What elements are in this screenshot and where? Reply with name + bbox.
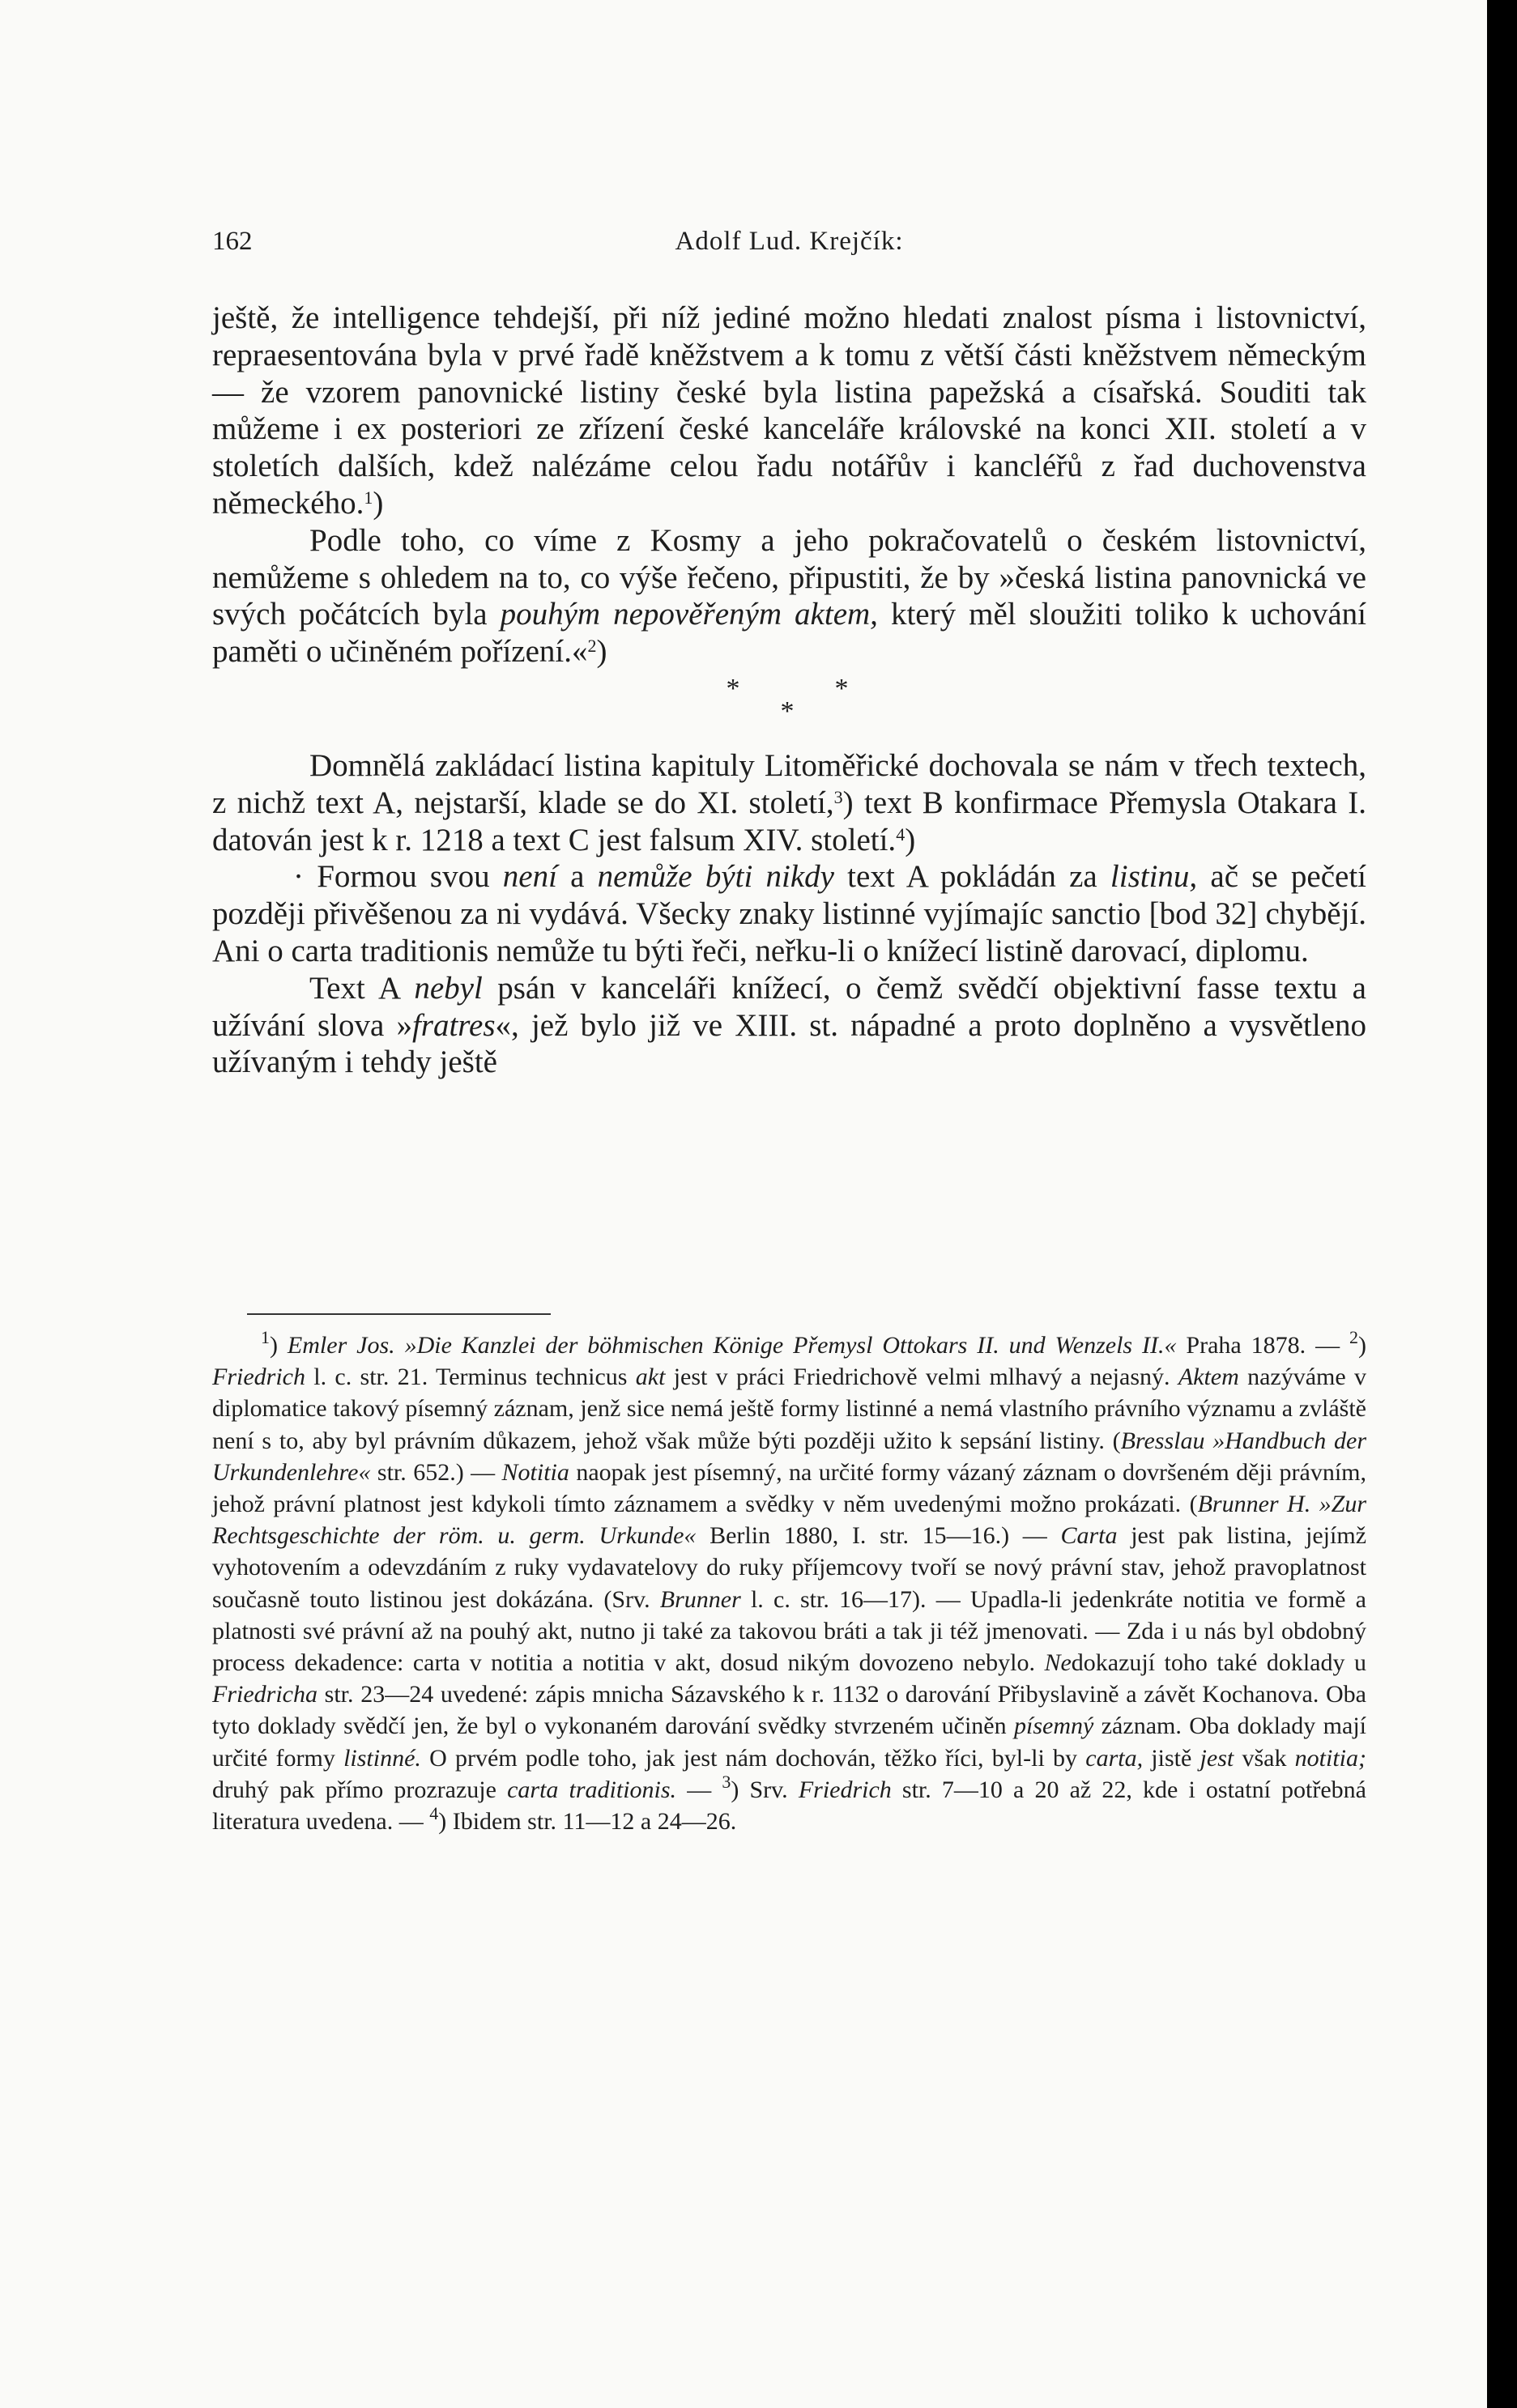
asterisk: * — [726, 673, 740, 704]
emphasis: pouhým nepověřeným aktem, — [500, 597, 878, 632]
footnote-block: $^1$) Emler Jos. »Die Kanzlei der böhmischen Könige Přemysl Ottokars II. und Wenzels II.« Praha 1878. — $^2$) Friedrich l. c. str. 21. Terminus technicus akt jest v práci Friedrichově velmi mlhavý a nejasný. Aktem nazýváme v diplomatice takový písemný záznam, jenž sice nemá ještě formy listinné a nemá vlastního právního významu a zvláště není s to, aby byl právním důkazem, jehož však může býti později užito k sepsání listiny. (Bresslau »Handbuch der Urkundenlehre« str. 652.) — Notitia naopak jest písemný, na určité formy vázaný záznam o dovršeném ději právním, jehož právní platnost jest kdykoli tímto záznamem a svědky v něm uvedenými možno prokázati. (Brunner H. »Zur Rechtsgeschichte der röm. u. germ. Urkunde« Berlin 1880, I. str. 15—16.) — Carta jest pak listina, jejímž vyhotovením a odevzdáním z ruky vydavatelovy do ruky příjemcovy tvoří se nový právní stav, jehož pravoplatnost současně touto listinou jest dokázána. (Srv. Brunner l. c. str. 16—17). — Upadla-li jedenkráte notitia ve formě a platnosti své právní až na pouhý akt, nutno ji také za takovou bráti a tak ji též jmenovati. — Zda i u nás byl obdobný process dekadence: carta v notitia a notitia v akt, dosud nikým dovozeno nebylo. Nedokazují toho také doklady u Friedricha str. 23—24 uvedené: zápis mnicha Sázavského k r. 1132 o darování Přibyslavině a závět Kochanova. Oba tyto doklady svědčí jen, že byl o vykonaném darování svědky stvrzeném učiněn písemný záznam. Oba doklady mají určité formy listinné. O prvém podle toho, jak jest nám dochován, těžko říci, byl-li by carta, jistě jest však notitia; druhý pak přímo prozrazuje carta traditionis. — $^3$) Srv. Friedrich str. 7—10 a 20 až 22, kde i ostatní potřebná literatura uvedena. — $^4$) Ibidem str. 11—12 a 24—26. — [212, 1327, 1367, 1836]
asterisk: * — [780, 696, 795, 726]
page-number: 162 — [212, 227, 253, 256]
paragraph: Domnělá zakládací listina kapituly Litoměřické dochovala se nám v třech textech, z nichž text A, nejstarší, klade se do XI. století,$^3$) text B konfirmace Přemysla Otakara I. datován jest k r. 1218 a text C jest falsum XIV. století.$^4$) — [212, 747, 1366, 857]
footnote-ref: 3 — [833, 786, 843, 807]
section-divider — [692, 670, 887, 747]
paragraph: Text A nebyl psán v kanceláři knížecí, o čemž svědčí objektivní fasse textu a užívání slova »fratres«, jež bylo již ve XIII. st. nápadné a proto doplněno a vysvětleno užívaným i tehdy ještě — [212, 970, 1366, 1080]
running-title: Adolf Lud. Krejčík: — [675, 227, 904, 256]
asterisk: * — [834, 673, 849, 704]
paragraph: Podle toho, co víme z Kosmy a jeho pokračovatelů o českém listovnictví, nemůžeme s ohledem na to, co výše řečeno, připustiti, že by »česká listina panovnická ve svých počátcích byla pouhým nepověřeným aktem, který měl sloužiti toliko k uchování paměti o učiněném pořízení.«$^2$) — [212, 522, 1366, 670]
page-header — [212, 227, 1366, 267]
footnote-ref: 4 — [896, 823, 906, 845]
main-text — [212, 300, 1366, 1081]
paragraph: · Formou svou není a nemůže býti nikdy text A pokládán za listinu, ač se pečetí později přivěšenou za ni vydává. Všecky znaky listinné vyjímajíc sanctio [bod 32] chybějí. Ani o carta traditionis nemůže tu býti řeči, neřku-li o knížecí listině darovací, diplomu. — [212, 859, 1366, 968]
footnote-ref: 1 — [364, 487, 373, 508]
paragraph: ještě, že intelligence tehdejší, při níž jediné možno hledati znalost písma i listovnictví, repraesentována byla v prvé řadě kněžstvem a k tomu z větší části kněžstvem německým — že vzorem panovnické listiny české byla listina papežská a císařská. Souditi tak můžeme i ex posteriori ze zřízení české kanceláře královské na konci XII. století a v stoletích dalších, kdež nalézáme celou řadu notářův i kancléřů z řad duchovenstva německého.$^1$) — [212, 300, 1366, 521]
footnotes — [212, 1327, 1367, 1837]
footnote-rule — [247, 1313, 551, 1315]
footnote-ref: 2 — [587, 636, 597, 657]
